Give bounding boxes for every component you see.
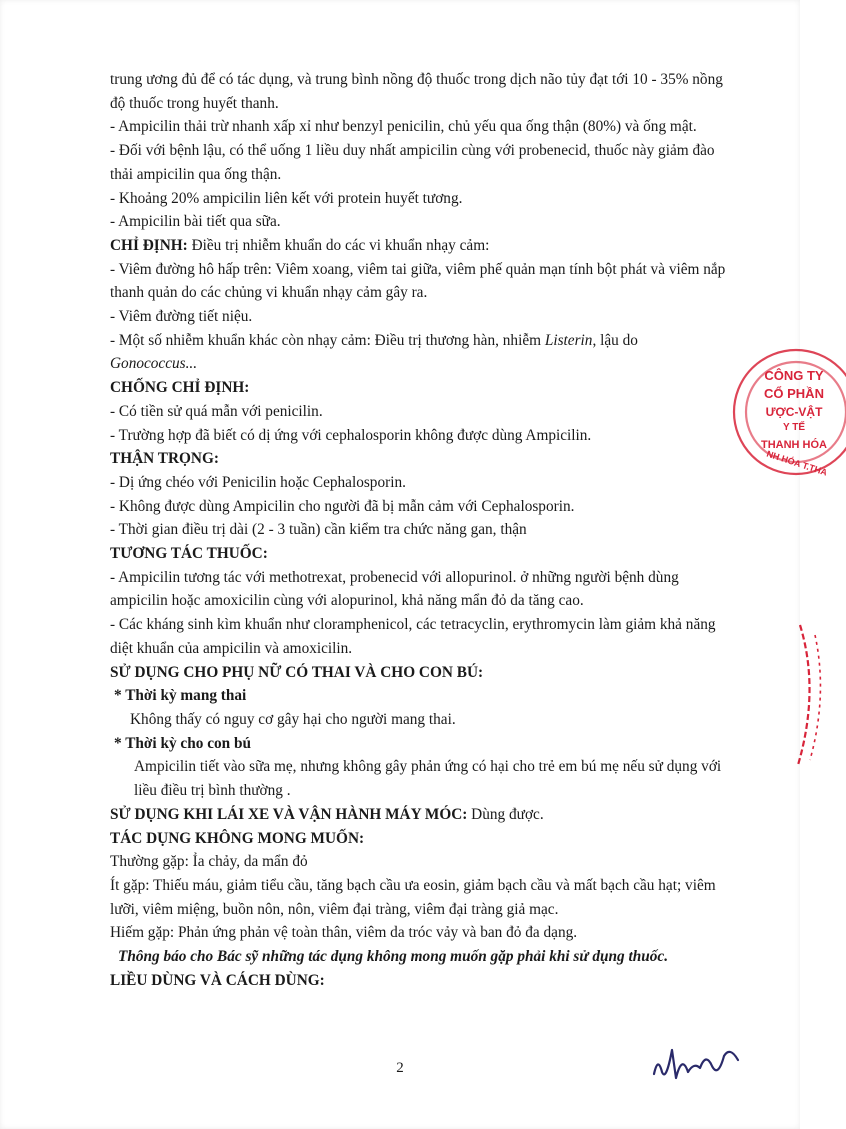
section-heading: CHỈ ĐỊNH: xyxy=(110,236,188,254)
paragraph xyxy=(110,329,728,376)
stamp-line: ƯỢC-VẬT xyxy=(765,405,823,419)
paragraph: - Có tiền sử quá mẫn với penicilin. xyxy=(110,402,323,420)
stamp-ring-text: NH HÓA T.THA xyxy=(765,448,829,478)
section-heading: SỬ DỤNG CHO PHỤ NỮ CÓ THAI VÀ CHO CON BÚ: xyxy=(110,663,484,681)
section-heading-line xyxy=(110,234,728,258)
section-heading: TÁC DỤNG KHÔNG MONG MUỐN: xyxy=(110,829,365,847)
section-heading-text: Điều trị nhiễm khuẩn do các vi khuẩn nhạy cảm: xyxy=(187,236,490,254)
stamp-line: CÔNG TY xyxy=(764,368,824,383)
paragraph: Ampicilin tiết vào sữa mẹ, nhưng không gây phản ứng có hại cho trẻ em bú mẹ nếu sử dụng với liều điều trị bình thường . xyxy=(134,758,722,800)
text-run: - Một số nhiễm khuẩn khác còn nhạy cảm: Điều trị thương hàn, nhiễm xyxy=(110,331,545,349)
paragraph: - Ampicilin bài tiết qua sữa. xyxy=(110,213,281,231)
stamp-fragment xyxy=(770,620,830,770)
paragraph: - Các kháng sinh kìm khuẩn như cloramphenicol, các tetracyclin, erythromycin làm giảm khả năng diệt khuẩn của ampicilin và amoxicilin. xyxy=(110,616,716,657)
paragraph: - Ampicilin thải trừ nhanh xấp xỉ như benzyl penicilin, chủ yếu qua ống thận (80%) và ống mật. xyxy=(110,118,697,136)
paragraph: - Thời gian điều trị dài (2 - 3 tuần) cần kiểm tra chức năng gan, thận xyxy=(110,521,527,539)
page-number: 2 xyxy=(396,1060,404,1076)
stamp-line: THANH HÓA xyxy=(761,439,827,451)
subsection-heading: * Thời kỳ mang thai xyxy=(114,687,247,705)
paragraph: Thường gặp: Ỉa chảy, da mẩn đỏ xyxy=(110,853,308,871)
section-heading: LIỀU DÙNG VÀ CÁCH DÙNG: xyxy=(110,971,325,989)
paragraph: - Đối với bệnh lậu, có thể uống 1 liều duy nhất ampicilin cùng với probenecid, thuốc này giảm đào thải ampicilin qua ống thận. xyxy=(110,142,715,183)
section-heading-text: Dùng được. xyxy=(467,805,544,823)
section-heading: SỬ DỤNG KHI LÁI XE VÀ VẬN HÀNH MÁY MÓC: xyxy=(110,805,468,823)
subsection-heading: * Thời kỳ cho con bú xyxy=(114,734,251,752)
paragraph: Ít gặp: Thiếu máu, giảm tiểu cầu, tăng bạch cầu ưa eosin, giảm bạch cầu và mất bạch cầu hạt; viêm lưỡi, viêm miệng, buồn nôn, nôn, viêm đại tràng, viêm đại tràng giả mạc. xyxy=(110,876,716,918)
paragraph: Không thấy có nguy cơ gây hại cho người mang thai. xyxy=(130,710,456,728)
section-heading: THẬN TRỌNG: xyxy=(110,450,219,468)
company-stamp xyxy=(726,352,846,482)
paragraph: trung ương đủ để có tác dụng, và trung bình nồng độ thuốc trong dịch não tủy đạt tới 10 - 35% nồng độ thuốc trong huyết thanh. xyxy=(110,71,723,112)
stamp-line: CỔ PHẦN xyxy=(764,386,824,401)
paragraph: Hiếm gặp: Phản ứng phản vệ toàn thân, viêm da tróc vảy và ban đỏ đa dạng. xyxy=(110,924,578,942)
italic-term: Gonococcus... xyxy=(110,355,198,373)
paragraph: - Viêm đường hô hấp trên: Viêm xoang, viêm tai giữa, viêm phế quản mạn tính bột phát và viêm nắp thanh quản do các chủng vi khuẩn nhạy cảm gây ra. xyxy=(110,260,726,302)
document-body xyxy=(110,68,728,992)
text-run: , lậu do xyxy=(592,331,638,349)
italic-term: Listerin xyxy=(544,331,593,349)
paragraph: - Khoảng 20% ampicilin liên kết với protein huyết tương. xyxy=(110,189,463,207)
section-heading-line xyxy=(110,803,728,827)
paragraph: - Không được dùng Ampicilin cho người đã bị mẫn cảm với Cephalosporin. xyxy=(110,497,575,515)
paragraph: - Dị ứng chéo với Penicilin hoặc Cephalosporin. xyxy=(110,473,406,491)
paragraph: - Viêm đường tiết niệu. xyxy=(110,308,253,326)
stamp-line: Y TẾ xyxy=(782,422,806,433)
paragraph: - Ampicilin tương tác với methotrexat, probenecid với allopurinol. ở những người bệnh dùng ampicilin hoặc amoxicilin cùng với alopurinol, khả năng mẩn đỏ da tăng cao. xyxy=(110,568,679,610)
notice-text: Thông báo cho Bác sỹ những tác dụng không mong muốn gặp phải khi sử dụng thuốc. xyxy=(118,948,669,966)
paragraph: - Trường hợp đã biết có dị ứng với cephalosporin không được dùng Ampicilin. xyxy=(110,426,592,444)
section-heading: CHỐNG CHỈ ĐỊNH: xyxy=(110,379,250,397)
section-heading: TƯƠNG TÁC THUỐC: xyxy=(110,545,268,563)
